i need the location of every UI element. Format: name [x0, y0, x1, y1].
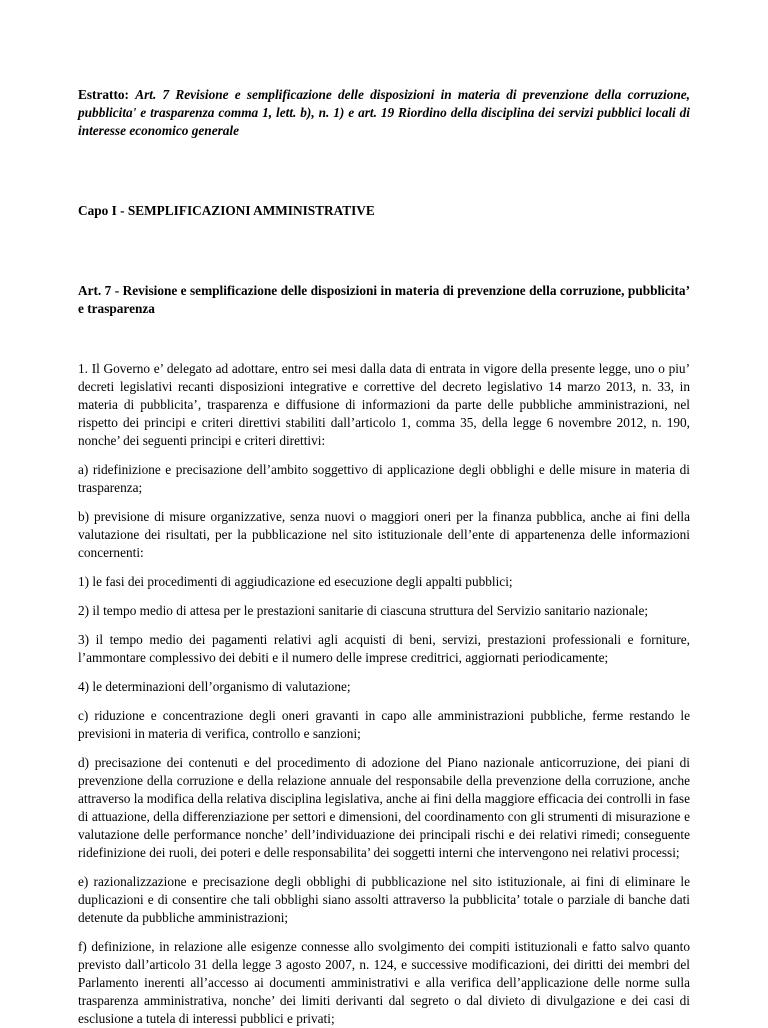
chapter-heading: Capo I - SEMPLIFICAZIONI AMMINISTRATIVE [78, 203, 375, 218]
list-item-b: b) previsione di misure organizzative, senza nuovi o maggiori oneri per la finanza pubblica, anche ai fini della valutazione dei risultati, per la pubblicazione nel sito istituzionale dell’ente di appartenenza delle informazioni concernenti: [78, 509, 690, 560]
list-item-b3: 3) il tempo medio dei pagamenti relativi agli acquisti di beni, servizi, prestazioni professionali e forniture, l’ammontare complessivo dei debiti e il numero delle imprese creditrici, aggiornati periodicamente; [78, 632, 690, 665]
list-item-b1: 1) le fasi dei procedimenti di aggiudicazione ed esecuzione degli appalti pubblici; [78, 574, 513, 589]
extract-header [78, 86, 690, 140]
list-item-e: e) razionalizzazione e precisazione degli obblighi di pubblicazione nel sito istituzionale, ai fini di eliminare le duplicazioni e di consentire che tali obblighi siano assolti attraverso la pubblicita’ totale o parziale di banche dati detenute da pubbliche amministrazioni; [78, 874, 690, 925]
list-item-b4: 4) le determinazioni dell’organismo di valutazione; [78, 679, 351, 694]
extract-title: Art. 7 Revisione e semplificazione delle disposizioni in materia di prevenzione della corruzione, pubblicita' e trasparenza comma 1, lett. b), n. 1) e art. 19 Riordino della disciplina dei servizi pubblici locali di interesse economico generale [78, 87, 691, 138]
extract-lead: Estratto: [78, 87, 129, 102]
list-item-f: f) definizione, in relazione alle esigenze connesse allo svolgimento dei compiti istituzionali e fatto salvo quanto previsto dall’articolo 31 della legge 3 agosto 2007, n. 124, e successive modificazioni, dei diritti dei membri del Parlamento inerenti all’accesso ai documenti amministrativi e alla verifica dell’applicazione delle norme sulla trasparenza amministrativa, nonche’ dei limiti derivanti dal segreto o dal divieto di divulgazione e dei casi di esclusione a tutela di interessi pubblici e privati; [78, 939, 690, 1026]
paragraph-1: 1. Il Governo e’ delegato ad adottare, entro sei mesi dalla data di entrata in vigore della presente legge, uno o piu’ decreti legislativi recanti disposizioni integrative e correttive del decreto legislativo 14 marzo 2013, n. 33, in materia di pubblicita’, trasparenza e diffusione di informazioni da parte delle pubbliche amministrazioni, nel rispetto dei principi e criteri direttivi stabiliti dall’articolo 1, comma 35, della legge 6 novembre 2012, n. 190, nonche’ dei seguenti principi e criteri direttivi: [78, 361, 690, 448]
article-title: Art. 7 - Revisione e semplificazione delle disposizioni in materia di prevenzione della corruzione, pubblicita’ e trasparenza [78, 283, 690, 316]
list-item-c: c) riduzione e concentrazione degli oneri gravanti in capo alle amministrazioni pubbliche, ferme restando le previsioni in materia di verifica, controllo e sanzioni; [78, 708, 690, 741]
document-page [78, 86, 690, 1028]
list-item-b2: 2) il tempo medio di attesa per le prestazioni sanitarie di ciascuna struttura del Servizio sanitario nazionale; [78, 603, 649, 618]
list-item-d: d) precisazione dei contenuti e del procedimento di adozione del Piano nazionale anticorruzione, dei piani di prevenzione della corruzione e della relazione annuale del responsabile della prevenzione della corruzione, anche attraverso la modifica della relativa disciplina legislativa, anche ai fini della maggiore efficacia dei controlli in fase di attuazione, della differenziazione per settori e dimensioni, del coordinamento con gli strumenti di misurazione e valutazione delle performance nonche’ dell’individuazione dei principali rischi e dei relativi rimedi; conseguente ridefinizione dei ruoli, dei poteri e delle responsabilita’ dei soggetti interni che intervengono nei relativi processi; [78, 755, 690, 860]
list-item-a: a) ridefinizione e precisazione dell’ambito soggettivo di applicazione degli obblighi e delle misure in materia di trasparenza; [78, 462, 690, 495]
